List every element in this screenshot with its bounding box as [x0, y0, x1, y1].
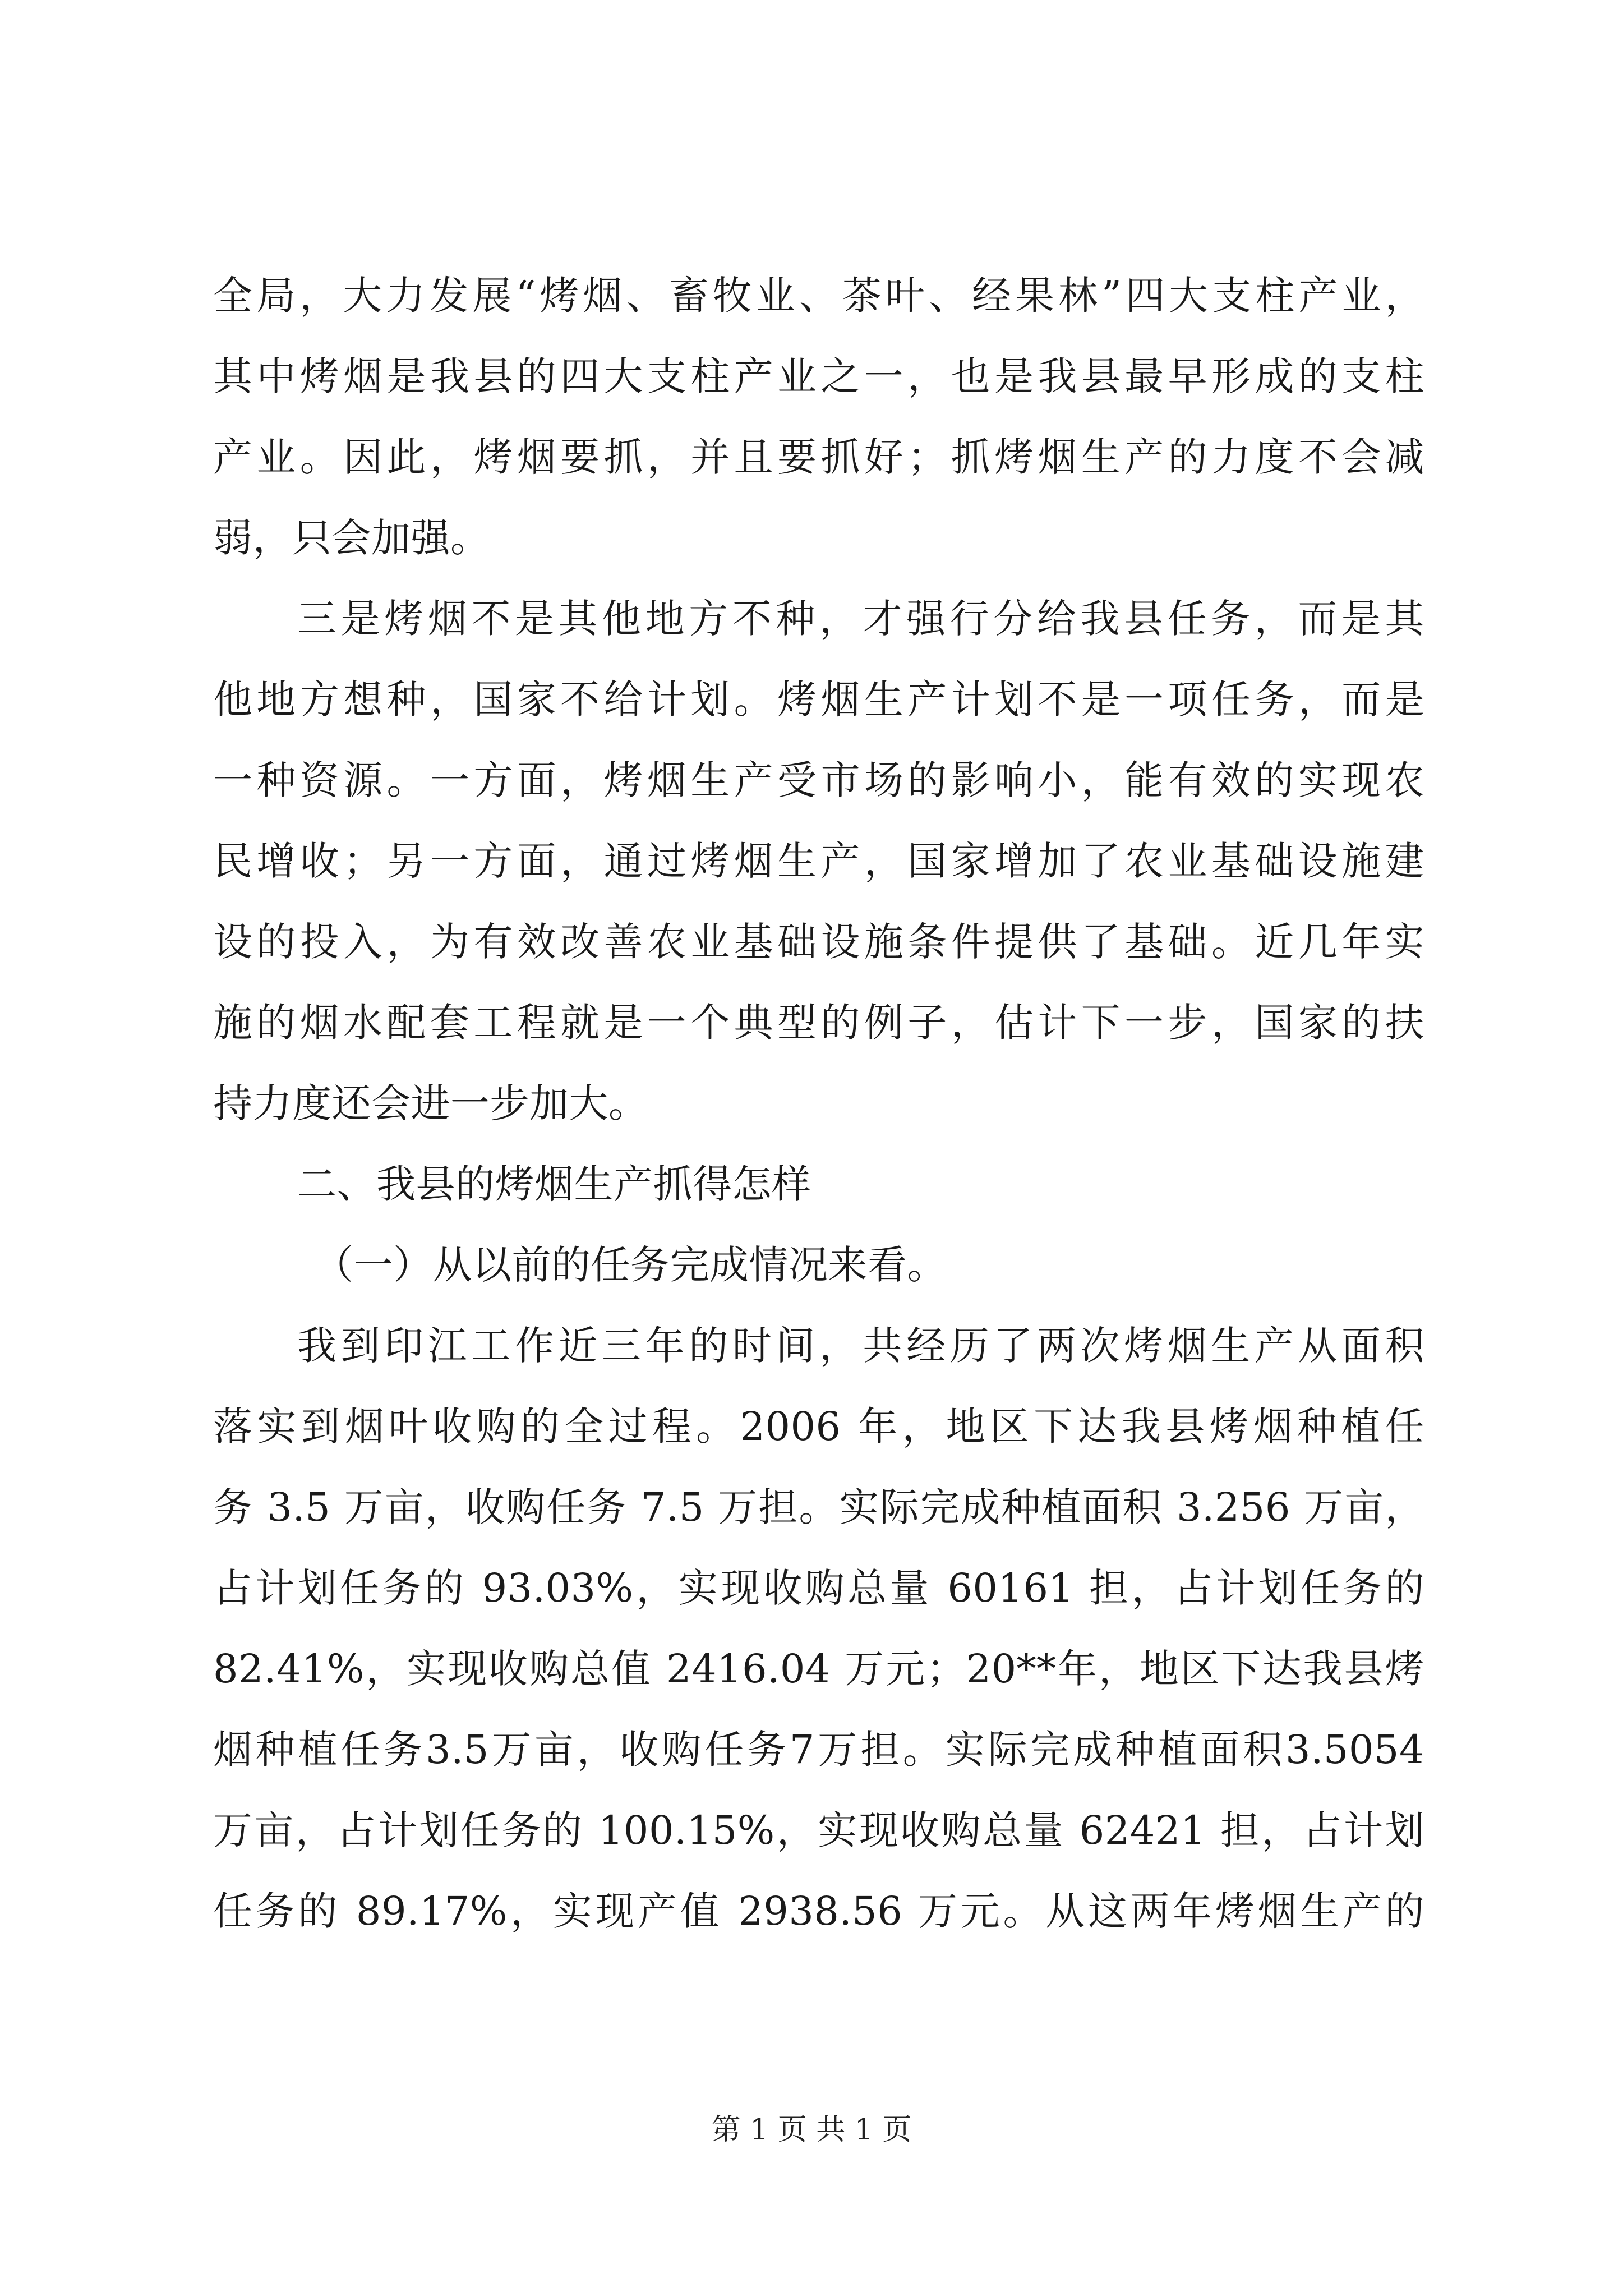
text-line: 施的烟水配套工程就是一个典型的例子，估计下一步，国家的扶 — [213, 1000, 1424, 1046]
document-body — [213, 255, 1424, 1952]
text-line: 任务的 89.17%，实现产值 2938.56 万元。从这两年烤烟生产的 — [213, 1888, 1424, 1934]
text-line: 占计划任务的 93.03%，实现收购总量 60161 担，占计划任务的 — [213, 1565, 1424, 1611]
text-line: 82.41%，实现收购总值 2416.04 万元；20**年，地区下达我县烤 — [213, 1646, 1424, 1692]
text-line: 万亩，占计划任务的 100.15%，实现收购总量 62421 担，占计划 — [213, 1807, 1424, 1853]
text-line: 他地方想种，国家不给计划。烤烟生产计划不是一项任务，而是 — [213, 677, 1424, 723]
text-line: 设的投入，为有效改善农业基础设施条件提供了基础。近几年实 — [213, 919, 1424, 965]
text-line: 烟种植任务3.5万亩，收购任务7万担。实际完成种植面积3.5054 — [213, 1727, 1424, 1773]
page-number-footer: 第 1 页 共 1 页 — [711, 2113, 912, 2147]
section-heading: 二、我县的烤烟生产抓得怎样 — [297, 1161, 811, 1207]
text-line: 产业。因此，烤烟要抓，并且要抓好；抓烤烟生产的力度不会减 — [213, 434, 1424, 480]
subsection-heading: （一）从以前的任务完成情况来看。 — [314, 1242, 947, 1288]
text-line: 其中烤烟是我县的四大支柱产业之一，也是我县最早形成的支柱 — [213, 353, 1424, 399]
paragraph-first-line: 我到印江工作近三年的时间，共经历了两次烤烟生产从面积 — [297, 1323, 1424, 1369]
paragraph-first-line: 三是烤烟不是其他地方不种，才强行分给我县任务，而是其 — [297, 596, 1424, 642]
text-line: 弱，只会加强。 — [213, 515, 490, 561]
text-line: 民增收；另一方面，通过烤烟生产，国家增加了农业基础设施建 — [213, 838, 1424, 884]
text-line: 落实到烟叶收购的全过程。2006 年，地区下达我县烤烟种植任 — [213, 1404, 1424, 1450]
text-line: 持力度还会进一步加大。 — [213, 1080, 648, 1126]
text-line: 务 3.5 万亩，收购任务 7.5 万担。实际完成种植面积 3.256 万亩， — [213, 1484, 1424, 1530]
text-line: 全局，大力发展“烤烟、畜牧业、茶叶、经果林”四大支柱产业， — [213, 273, 1424, 319]
text-line: 一种资源。一方面，烤烟生产受市场的影响小，能有效的实现农 — [213, 757, 1424, 803]
